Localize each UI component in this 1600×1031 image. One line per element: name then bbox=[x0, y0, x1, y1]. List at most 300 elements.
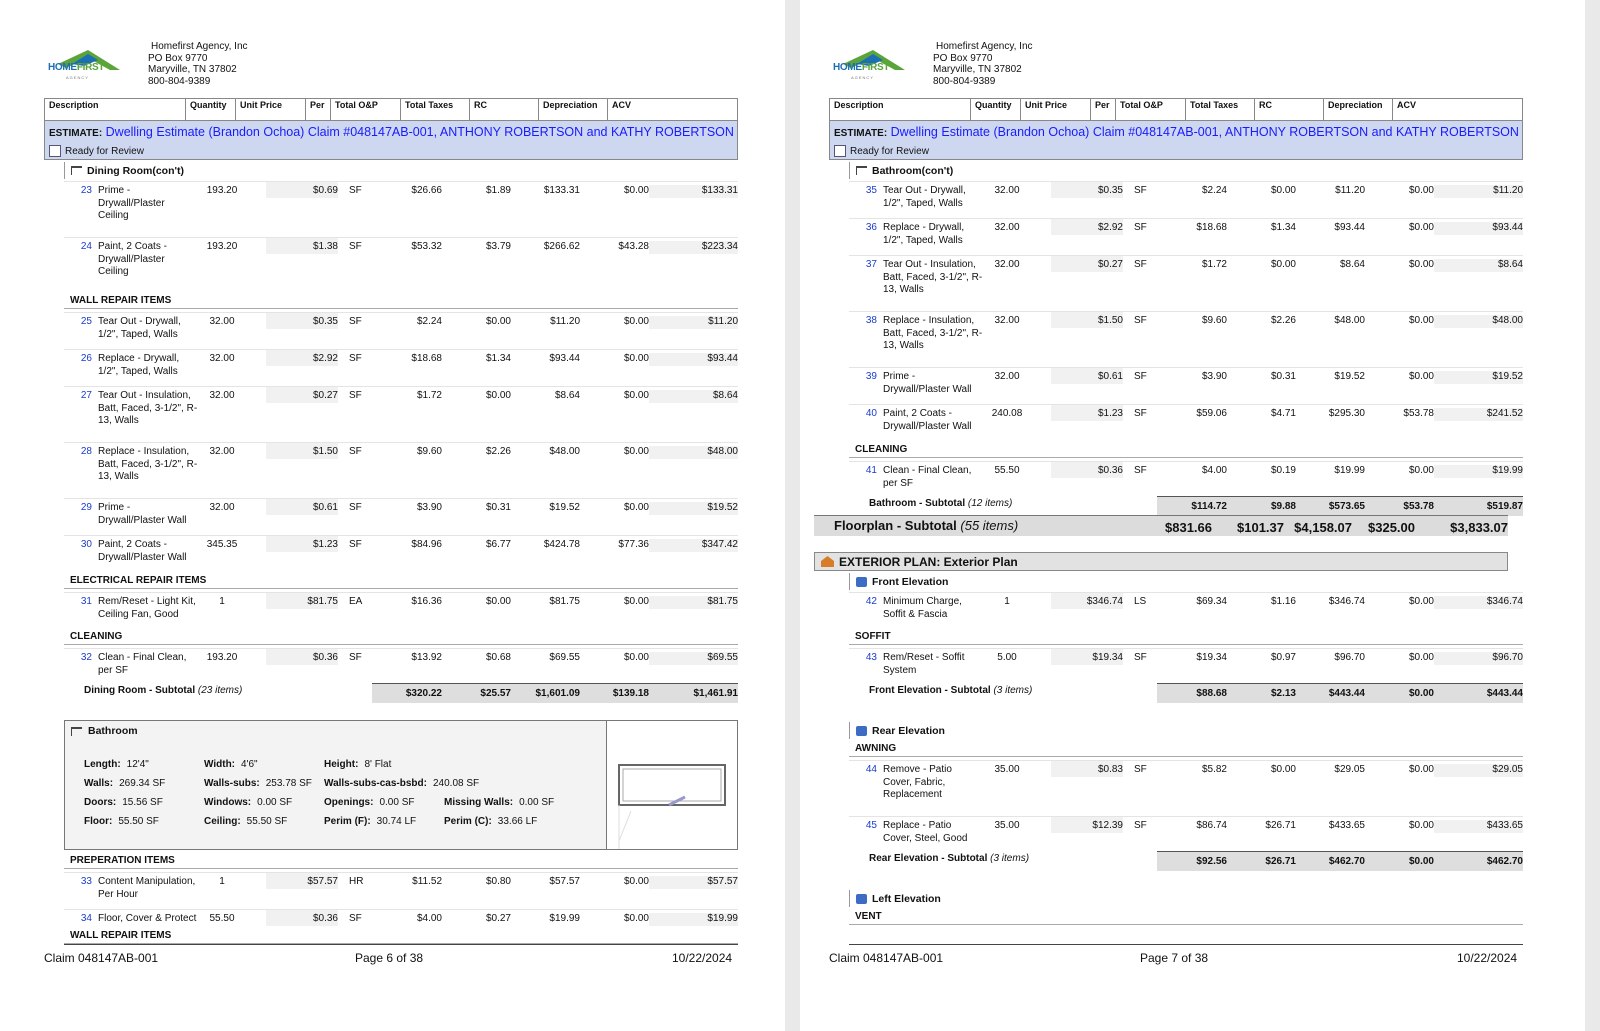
cell-qty: 32.00 bbox=[994, 222, 1020, 233]
section-cleaning: CLEANING bbox=[70, 631, 123, 642]
page-right bbox=[800, 0, 1585, 1031]
subtotal-op: $92.56 bbox=[1196, 856, 1227, 867]
room-icon bbox=[71, 166, 82, 175]
column-acv: ACV bbox=[612, 100, 632, 110]
cell-op: $53.32 bbox=[411, 241, 442, 252]
cell-tax: $6.77 bbox=[485, 539, 511, 550]
cell-unit: $0.61 bbox=[266, 499, 338, 515]
footer-date: 10/22/2024 bbox=[1457, 951, 1518, 965]
agency-address1: PO Box 9770 bbox=[933, 52, 993, 64]
subtotal-title: Front Elevation - Subtotal bbox=[869, 685, 991, 696]
dim-label: Width: bbox=[204, 759, 236, 770]
cell-qty: 1 bbox=[219, 596, 225, 607]
cell-unit: $1.38 bbox=[266, 238, 338, 254]
cell-acv: $19.52 bbox=[1434, 371, 1523, 384]
dining-room-subtotal bbox=[64, 683, 738, 702]
cell-tax: $2.26 bbox=[1270, 315, 1296, 326]
dim-value: 253.78 SF bbox=[265, 778, 312, 789]
cell-num[interactable]: 25 bbox=[80, 316, 92, 327]
cell-num[interactable]: 44 bbox=[865, 764, 877, 775]
cell-dep: $0.00 bbox=[1408, 259, 1434, 270]
cell-desc: Rem/Reset - Light Kit, Ceiling Fan, Good bbox=[98, 596, 196, 620]
cell-num[interactable]: 34 bbox=[80, 913, 92, 924]
house-icon bbox=[821, 556, 834, 567]
cell-unit: $81.75 bbox=[266, 593, 338, 609]
cell-rc: $93.44 bbox=[1334, 222, 1365, 233]
dim-perimc bbox=[444, 816, 537, 827]
cell-rc: $424.78 bbox=[543, 539, 580, 550]
cell-per: SF bbox=[349, 241, 362, 252]
estimate-label: ESTIMATE: bbox=[49, 128, 103, 139]
cell-per: SF bbox=[349, 353, 362, 364]
section-divider bbox=[849, 457, 1523, 458]
dim-value: 12'4" bbox=[126, 759, 149, 770]
review-status bbox=[834, 145, 929, 157]
cell-unit: $1.50 bbox=[266, 443, 338, 459]
footer-page: Page 6 of 38 bbox=[355, 951, 424, 965]
cell-desc: Paint, 2 Coats - Drywall/Plaster Ceiling bbox=[98, 241, 167, 277]
cell-num[interactable]: 27 bbox=[80, 390, 92, 401]
cell-per: SF bbox=[349, 652, 362, 663]
cell-dep: $0.00 bbox=[1408, 820, 1434, 831]
column-total-taxes: Total Taxes bbox=[401, 99, 470, 120]
cell-per: SF bbox=[1134, 820, 1147, 831]
cell-rc: $346.74 bbox=[1328, 596, 1365, 607]
cell-tax: $0.00 bbox=[485, 390, 511, 401]
subtotal-label bbox=[869, 498, 1012, 509]
column-quantity: Quantity bbox=[971, 99, 1021, 120]
cell-num[interactable]: 38 bbox=[865, 315, 877, 326]
dim-label: Walls-subs: bbox=[204, 778, 260, 789]
cell-unit: $1.50 bbox=[1051, 312, 1123, 328]
rear-elevation-header bbox=[849, 722, 1523, 739]
cell-desc: Replace - Drywall, 1/2", Taped, Walls bbox=[883, 222, 965, 246]
footer-divider bbox=[849, 944, 1523, 945]
agency-logo bbox=[48, 48, 128, 84]
logo-main: HOME bbox=[833, 62, 862, 73]
room-title: Bathroom(con't) bbox=[872, 164, 954, 177]
cell-acv: $347.42 bbox=[649, 539, 738, 552]
cell-num[interactable]: 32 bbox=[80, 652, 92, 663]
cell-qty: 32.00 bbox=[209, 353, 235, 364]
cell-op: $4.00 bbox=[416, 913, 442, 924]
subtotal-title: Rear Elevation - Subtotal bbox=[869, 853, 988, 864]
cell-acv: $8.64 bbox=[1434, 259, 1523, 272]
floorplan-subtotal bbox=[814, 515, 1508, 536]
estimate-bar bbox=[44, 120, 738, 160]
cell-op: $19.34 bbox=[1196, 652, 1227, 663]
column-rc: RC bbox=[470, 99, 539, 120]
cell-op: $2.24 bbox=[416, 316, 442, 327]
cell-num[interactable]: 28 bbox=[80, 446, 92, 457]
cell-tax: $1.16 bbox=[1270, 596, 1296, 607]
cell-tax: $0.00 bbox=[1270, 259, 1296, 270]
footer-page: Page 7 of 38 bbox=[1140, 951, 1209, 965]
cell-dep: $0.00 bbox=[623, 596, 649, 607]
logo-text bbox=[48, 62, 104, 73]
grand-tax: $101.37 bbox=[1237, 520, 1284, 535]
cell-tax: $0.31 bbox=[485, 502, 511, 513]
cell-per: SF bbox=[1134, 371, 1147, 382]
cell-num[interactable]: 37 bbox=[865, 259, 877, 270]
line-item-row bbox=[64, 872, 738, 910]
cell-num[interactable]: 29 bbox=[80, 502, 92, 513]
cell-unit: $12.39 bbox=[1051, 817, 1123, 833]
section-divider bbox=[64, 308, 738, 309]
cell-op: $3.90 bbox=[416, 502, 442, 513]
subtotal-tax: $9.88 bbox=[1270, 501, 1296, 512]
line-item-row bbox=[849, 311, 1523, 368]
cell-tax: $0.68 bbox=[485, 652, 511, 663]
cell-unit: $346.74 bbox=[1051, 593, 1123, 609]
cell-desc: Content Manipulation, Per Hour bbox=[98, 876, 196, 900]
dim-floor bbox=[84, 816, 159, 827]
cell-num[interactable]: 26 bbox=[80, 353, 92, 364]
subtotal-label bbox=[869, 853, 1029, 864]
cell-num[interactable]: 39 bbox=[865, 371, 877, 382]
cell-qty: 345.35 bbox=[206, 539, 238, 550]
dim-label: Height: bbox=[324, 759, 359, 770]
column-total-o-p: Total O&P bbox=[1116, 99, 1186, 120]
cell-qty: 32.00 bbox=[209, 316, 235, 327]
cell-qty: 55.50 bbox=[209, 913, 235, 924]
section-electrical: ELECTRICAL REPAIR ITEMS bbox=[70, 575, 207, 586]
cell-op: $2.24 bbox=[1201, 185, 1227, 196]
subtotal-rc: $462.70 bbox=[1328, 856, 1365, 867]
document-icon bbox=[49, 145, 61, 157]
grand-dep: $325.00 bbox=[1368, 520, 1415, 535]
agency-address bbox=[148, 41, 248, 87]
section-divider bbox=[849, 756, 1523, 757]
cell-dep: $0.00 bbox=[1408, 371, 1434, 382]
subtotal-acv: $443.44 bbox=[1486, 688, 1523, 699]
footer-divider bbox=[64, 944, 738, 945]
cell-dep: $0.00 bbox=[1408, 764, 1434, 775]
cell-qty: 240.08 bbox=[991, 408, 1023, 419]
dim-value: 15.56 SF bbox=[122, 797, 163, 808]
dim-value: 55.50 SF bbox=[118, 816, 159, 827]
cell-unit: $0.36 bbox=[266, 910, 338, 926]
cell-dep: $0.00 bbox=[623, 390, 649, 401]
cell-op: $9.60 bbox=[1201, 315, 1227, 326]
cell-qty: 32.00 bbox=[209, 446, 235, 457]
agency-phone: 800-804-9389 bbox=[148, 75, 211, 87]
subtotal-count: (3 items) bbox=[993, 685, 1033, 696]
cell-unit: $1.23 bbox=[1051, 405, 1123, 421]
cell-rc: $8.64 bbox=[1339, 259, 1365, 270]
footer-date: 10/22/2024 bbox=[672, 951, 733, 965]
cell-rc: $29.05 bbox=[1334, 764, 1365, 775]
line-item-row bbox=[849, 367, 1523, 405]
room-icon bbox=[856, 166, 867, 175]
cell-dep: $0.00 bbox=[1408, 465, 1434, 476]
dim-label: Perim (C): bbox=[444, 816, 492, 827]
cell-unit: $0.83 bbox=[1051, 761, 1123, 777]
cell-acv: $19.99 bbox=[649, 913, 738, 926]
estimate-line bbox=[834, 125, 1519, 139]
cell-qty: 193.20 bbox=[206, 241, 238, 252]
cell-op: $1.72 bbox=[416, 390, 442, 401]
cell-op: $59.06 bbox=[1196, 408, 1227, 419]
cell-unit: $2.92 bbox=[1051, 219, 1123, 235]
rear-elevation-subtotal bbox=[849, 851, 1523, 870]
cell-desc: Paint, 2 Coats - Drywall/Plaster Wall bbox=[98, 539, 187, 563]
cell-per: LS bbox=[1134, 596, 1147, 607]
logo-accent: FIRST bbox=[76, 62, 105, 73]
cell-per: SF bbox=[349, 502, 362, 513]
room-header-bathroom bbox=[849, 162, 1523, 179]
section-divider bbox=[849, 644, 1523, 645]
cell-acv: $19.52 bbox=[649, 502, 738, 515]
section-soffit: SOFFIT bbox=[855, 631, 891, 642]
cell-acv: $57.57 bbox=[649, 876, 738, 889]
cell-per: SF bbox=[1134, 652, 1147, 663]
logo-text bbox=[833, 62, 889, 73]
cell-qty: 32.00 bbox=[209, 502, 235, 513]
cell-unit: $0.61 bbox=[1051, 368, 1123, 384]
front-elevation-header bbox=[849, 573, 1523, 590]
cell-rc: $295.30 bbox=[1328, 408, 1365, 419]
grand-acv: $3,833.07 bbox=[1450, 520, 1508, 535]
column-depreciation: Depreciation bbox=[1324, 99, 1393, 120]
cell-per: SF bbox=[349, 539, 362, 550]
room-title: Rear Elevation bbox=[872, 724, 945, 737]
cell-num[interactable]: 41 bbox=[865, 465, 877, 476]
cell-num[interactable]: 45 bbox=[865, 820, 877, 831]
cell-tax: $0.80 bbox=[485, 876, 511, 887]
cell-op: $9.60 bbox=[416, 446, 442, 457]
column-per: Per bbox=[1091, 99, 1116, 120]
cell-num[interactable]: 23 bbox=[80, 185, 92, 196]
cell-desc: Prime - Drywall/Plaster Wall bbox=[98, 502, 187, 526]
footer-claim: Claim 048147AB-001 bbox=[829, 951, 944, 965]
cell-rc: $11.20 bbox=[1335, 185, 1365, 196]
cell-per: SF bbox=[1134, 185, 1147, 196]
cell-unit: $57.57 bbox=[266, 873, 338, 889]
cell-op: $86.74 bbox=[1196, 820, 1227, 831]
dim-label: Walls: bbox=[84, 778, 114, 789]
agency-phone: 800-804-9389 bbox=[933, 75, 996, 87]
estimate-claim[interactable]: Claim #048147AB-001, ANTHONY ROBERTSON and KATHY ROBERTSON bbox=[307, 125, 734, 139]
line-item-row bbox=[64, 181, 738, 238]
cell-per: SF bbox=[1134, 465, 1147, 476]
cell-acv: $433.65 bbox=[1434, 820, 1523, 833]
line-item-row bbox=[849, 218, 1523, 256]
cell-rc: $19.99 bbox=[1334, 465, 1365, 476]
subtotal-op: $114.72 bbox=[1191, 501, 1227, 512]
line-item-row bbox=[849, 592, 1523, 631]
dim-ceiling bbox=[204, 816, 287, 827]
line-item-row bbox=[849, 648, 1523, 683]
logo-sub: AGENCY bbox=[851, 75, 874, 80]
dim-label: Length: bbox=[84, 759, 121, 770]
cell-dep: $0.00 bbox=[1408, 652, 1434, 663]
cell-num[interactable]: 31 bbox=[80, 596, 92, 607]
room-sketch bbox=[606, 721, 737, 849]
cell-dep: $0.00 bbox=[623, 502, 649, 513]
cell-op: $84.96 bbox=[411, 539, 442, 550]
cell-desc: Replace - Insulation, Batt, Faced, 3-1/2", R-13, Walls bbox=[883, 315, 983, 351]
exterior-plan-header bbox=[814, 552, 1508, 571]
cell-num[interactable]: 33 bbox=[80, 876, 92, 887]
cell-acv: $69.55 bbox=[649, 652, 738, 665]
line-item-row bbox=[64, 498, 738, 536]
cell-rc: $11.20 bbox=[550, 316, 580, 327]
cell-acv: $93.44 bbox=[649, 353, 738, 366]
column-quantity: Quantity bbox=[186, 99, 236, 120]
estimate-claim[interactable]: Claim #048147AB-001, ANTHONY ROBERTSON and KATHY ROBERTSON bbox=[1092, 125, 1519, 139]
subtotal-op: $320.22 bbox=[405, 688, 442, 699]
logo-accent: FIRST bbox=[861, 62, 890, 73]
section-preparation: PREPERATION ITEMS bbox=[70, 855, 175, 866]
cell-tax: $2.26 bbox=[485, 446, 511, 457]
estimate-name[interactable]: Dwelling Estimate (Brandon Ochoa) bbox=[105, 125, 305, 139]
cell-rc: $57.57 bbox=[549, 876, 580, 887]
cell-acv: $93.44 bbox=[1434, 222, 1523, 235]
plan-title: EXTERIOR PLAN: Exterior Plan bbox=[839, 554, 1018, 569]
cell-qty: 32.00 bbox=[994, 185, 1020, 196]
cell-dep: $0.00 bbox=[1408, 185, 1434, 196]
cell-num[interactable]: 42 bbox=[865, 596, 877, 607]
bathroom-header bbox=[71, 725, 138, 737]
cell-per: SF bbox=[349, 390, 362, 401]
elevation-icon bbox=[856, 894, 867, 904]
cell-desc: Remove - Patio Cover, Fabric, Replacement bbox=[883, 764, 952, 800]
cell-dep: $0.00 bbox=[623, 652, 649, 663]
cell-per: EA bbox=[349, 596, 363, 607]
room-title: Dining Room(con't) bbox=[87, 164, 184, 177]
dim-value: 33.66 LF bbox=[497, 816, 538, 827]
column-total-taxes: Total Taxes bbox=[1186, 99, 1255, 120]
cell-op: $69.34 bbox=[1196, 596, 1227, 607]
section-divider bbox=[849, 924, 1523, 925]
room-title: Front Elevation bbox=[872, 575, 949, 588]
cell-per: HR bbox=[349, 876, 364, 887]
cell-desc: Tear Out - Insulation, Batt, Faced, 3-1/2", R-13, Walls bbox=[98, 390, 198, 426]
cell-acv: $346.74 bbox=[1434, 596, 1523, 609]
grand-title: Floorplan - Subtotal bbox=[834, 518, 957, 533]
dim-value: 240.08 SF bbox=[432, 778, 480, 789]
subtotal-tax: $26.71 bbox=[1265, 856, 1296, 867]
cell-dep: $0.00 bbox=[623, 316, 649, 327]
cell-per: SF bbox=[1134, 764, 1147, 775]
cell-op: $18.68 bbox=[1196, 222, 1227, 233]
dim-windows bbox=[204, 797, 292, 808]
logo-main: HOME bbox=[48, 62, 77, 73]
elevation-icon bbox=[856, 726, 867, 736]
grand-label bbox=[834, 518, 1018, 533]
subtotal-count: (3 items) bbox=[990, 853, 1030, 864]
dim-label: Floor: bbox=[84, 816, 113, 827]
cell-per: SF bbox=[1134, 315, 1147, 326]
cell-qty: 1 bbox=[1004, 596, 1010, 607]
cell-per: SF bbox=[349, 316, 362, 327]
dim-label: Perim (F): bbox=[324, 816, 371, 827]
cell-op: $13.92 bbox=[411, 652, 442, 663]
cell-num[interactable]: 24 bbox=[80, 241, 92, 252]
subtotal-title: Bathroom - Subtotal bbox=[869, 498, 966, 509]
section-vent: VENT bbox=[855, 911, 882, 922]
cell-rc: $93.44 bbox=[549, 353, 580, 364]
room-title: Left Elevation bbox=[872, 892, 941, 905]
subtotal-label bbox=[84, 685, 242, 696]
dim-openings bbox=[324, 797, 414, 808]
cell-op: $5.82 bbox=[1201, 764, 1227, 775]
cell-qty: 55.50 bbox=[994, 465, 1020, 476]
cell-acv: $223.34 bbox=[649, 241, 738, 254]
cell-unit: $0.27 bbox=[266, 387, 338, 403]
status-text: Ready for Review bbox=[65, 145, 144, 157]
line-item-row bbox=[849, 461, 1523, 496]
subtotal-acv: $519.87 bbox=[1486, 501, 1523, 512]
cell-dep: $53.78 bbox=[1403, 408, 1434, 419]
cell-op: $3.90 bbox=[1201, 371, 1227, 382]
cell-desc: Rem/Reset - Soffit System bbox=[883, 652, 965, 676]
dim-value: 30.74 LF bbox=[376, 816, 417, 827]
cell-unit: $0.69 bbox=[266, 182, 338, 198]
cell-rc: $133.31 bbox=[543, 185, 580, 196]
estimate-bar bbox=[829, 120, 1523, 160]
room-icon bbox=[71, 727, 82, 736]
subtotal-tax: $2.13 bbox=[1270, 688, 1296, 699]
subtotal-rc: $1,601.09 bbox=[535, 688, 580, 699]
cell-tax: $0.19 bbox=[1270, 465, 1296, 476]
cell-tax: $0.97 bbox=[1270, 652, 1296, 663]
column-description: Description bbox=[830, 99, 971, 120]
line-item-row bbox=[849, 816, 1523, 851]
cell-acv: $133.31 bbox=[649, 185, 738, 198]
cell-rc: $81.75 bbox=[549, 596, 580, 607]
cell-desc: Replace - Drywall, 1/2", Taped, Walls bbox=[98, 353, 180, 377]
cell-acv: $241.52 bbox=[1434, 408, 1523, 421]
cell-unit: $0.27 bbox=[1051, 256, 1123, 272]
cell-desc: Minimum Charge, Soffit & Fascia bbox=[883, 596, 962, 620]
dim-label: Missing Walls: bbox=[444, 797, 514, 808]
line-item-row bbox=[849, 255, 1523, 312]
grand-count: (55 items) bbox=[960, 518, 1019, 533]
cell-rc: $69.55 bbox=[549, 652, 580, 663]
cell-desc: Replace - Patio Cover, Steel, Good bbox=[883, 820, 968, 844]
status-text: Ready for Review bbox=[850, 145, 929, 157]
column-rc: RC bbox=[1255, 99, 1324, 120]
dim-value: 55.50 SF bbox=[246, 816, 288, 827]
cell-num[interactable]: 35 bbox=[865, 185, 877, 196]
subtotal-title: Dining Room - Subtotal bbox=[84, 685, 196, 696]
dim-length bbox=[84, 759, 149, 770]
dim-label: Walls-subs-cas-bsbd: bbox=[324, 778, 427, 789]
cell-dep: $0.00 bbox=[623, 353, 649, 364]
dim-width bbox=[204, 759, 258, 770]
cell-desc: Paint, 2 Coats - Drywall/Plaster Wall bbox=[883, 408, 972, 432]
dim-label: Doors: bbox=[84, 797, 117, 808]
cell-unit: $1.23 bbox=[266, 536, 338, 552]
cell-dep: $77.36 bbox=[618, 539, 649, 550]
cell-desc: Prime - Drywall/Plaster Ceiling bbox=[98, 185, 165, 221]
cell-num[interactable]: 36 bbox=[865, 222, 877, 233]
estimate-name[interactable]: Dwelling Estimate (Brandon Ochoa) bbox=[890, 125, 1090, 139]
cell-num[interactable]: 40 bbox=[865, 408, 877, 419]
column-header bbox=[44, 98, 738, 120]
line-item-row bbox=[64, 909, 738, 930]
document-icon bbox=[834, 145, 846, 157]
cell-num[interactable]: 43 bbox=[865, 652, 877, 663]
line-item-row bbox=[64, 237, 738, 295]
agency-address1: PO Box 9770 bbox=[148, 52, 208, 64]
line-item-row bbox=[849, 404, 1523, 443]
dim-perimf bbox=[324, 816, 416, 827]
line-item-row bbox=[64, 349, 738, 387]
cell-num[interactable]: 30 bbox=[80, 539, 92, 550]
